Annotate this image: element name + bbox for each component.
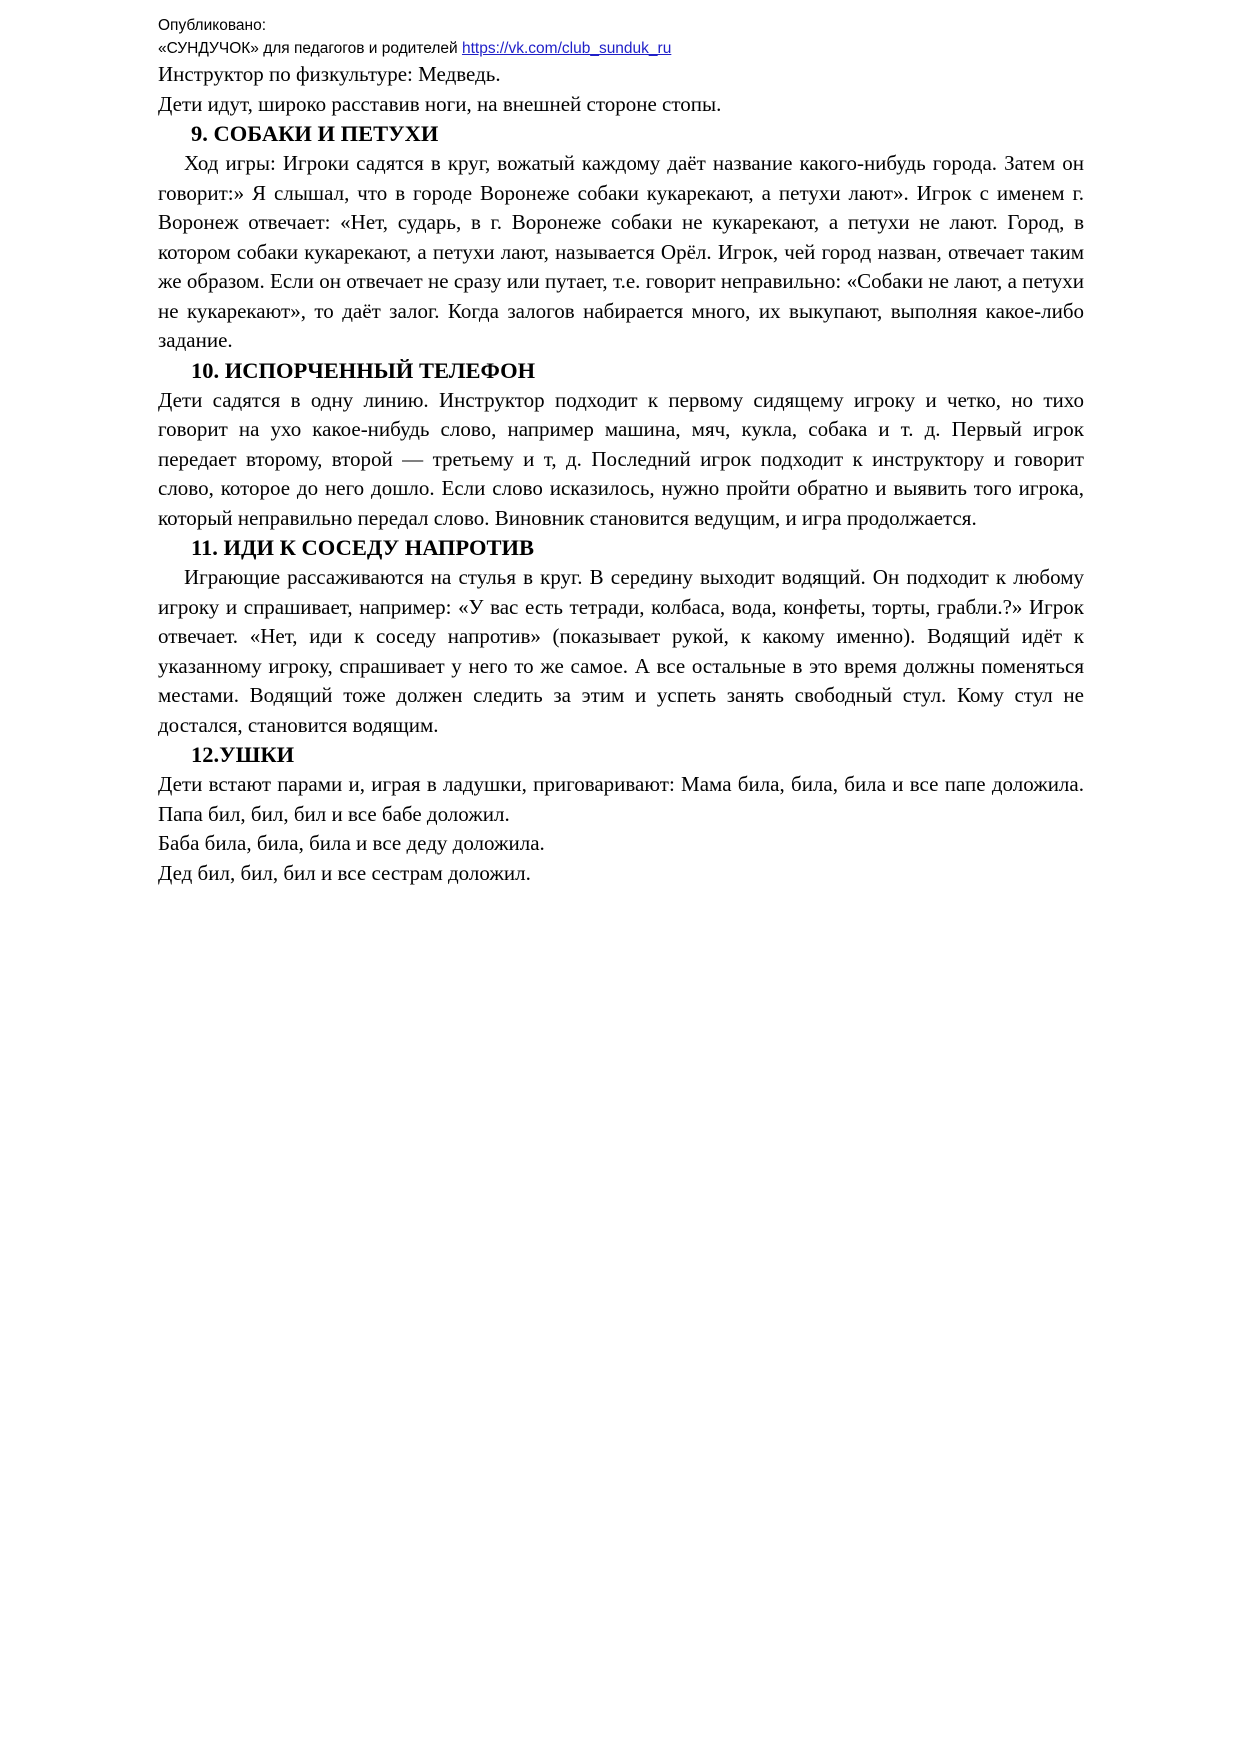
published-source-line xyxy=(158,37,1084,60)
section-9-paragraph: Ход игры: Игроки садятся в круг, вожатый каждому даёт название какого-нибудь города. Затем он говорит:» Я слышал, что в городе Воронеже собаки кукарекают, а петухи лают». Игрок с именем г. Воронеж отвечает: «Нет, сударь, в г. Воронеже собаки не кукарекают, а петухи не лают. Город, в котором собаки кукарекают, а петухи лают, называется Орёл. Игрок, чей город назван, отвечает таким же образом. Если он отвечает не сразу или путает, т.е. говорит неправильно: «Собаки не лают, а петухи не кукарекают», то даёт залог. Когда залогов набирается много, их выкупают, выполняя какое-либо задание. xyxy=(158,151,1084,352)
section-10-heading: 10. ИСПОРЧЕННЫЙ ТЕЛЕФОН xyxy=(191,357,536,383)
section-12-paragraph-3: Дед бил, бил, бил и все сестрам доложил. xyxy=(158,860,531,885)
vk-club-link[interactable]: https://vk.com/club_sunduk_ru xyxy=(461,40,672,57)
section-12-paragraph-2: Баба била, била, била и все деду доложила. xyxy=(158,831,545,855)
section-9-heading: 9. СОБАКИ И ПЕТУХИ xyxy=(191,121,439,146)
intro-line-children: Дети идут, широко расставив ноги, на внешней стороне стопы. xyxy=(158,91,722,116)
document-body xyxy=(158,60,1084,888)
section-10-paragraph: Дети садятся в одну линию. Инструктор подходит к первому сидящему игроку и четко, но тихо говорит на ухо какое-нибудь слово, например машина, мяч, кукла, собака и т. д. Первый игрок передает второму, второй — третьему и т, д. Последний игрок подходит к инструктору и говорит слово, которое до него дошло. Если слово исказилось, нужно пройти обратно и выявить того игрока, который неправильно передал слово. Виновник становится ведущим, и игра продолжается. xyxy=(158,387,1084,530)
section-12-paragraph-1: Дети встают парами и, играя в ладушки, приговаривают: Мама била, била, била и все папе доложила. Папа бил, бил, бил и все бабе доложил. xyxy=(158,772,1084,826)
intro-line-instructor: Инструктор по физкультуре: Медведь. xyxy=(158,62,501,86)
published-label: Опубликовано: xyxy=(158,17,267,34)
section-12-heading: 12.УШКИ xyxy=(191,742,295,767)
section-11-paragraph: Играющие рассаживаются на стулья в круг. В середину выходит водящий. Он подходит к любому игроку и спрашивает, например: «У вас есть тетради, колбаса, вода, конфеты, торты, грабли.?» Игрок отвечает. «Нет, иди к соседу напротив» (показывает рукой, к какому именно). Водящий идёт к указанному игроку, спрашивает у него то же самое. А все остальные в это время должны поменяться местами. Водящий тоже должен следить за этим и успеть занять свободный стул. Кому стул не достался, становится водящим. xyxy=(158,565,1084,737)
published-header xyxy=(158,14,1084,60)
community-name: «СУНДУЧОК» для педагогов и родителей xyxy=(158,40,462,57)
section-11-heading: 11. ИДИ К СОСЕДУ НАПРОТИВ xyxy=(191,535,535,560)
